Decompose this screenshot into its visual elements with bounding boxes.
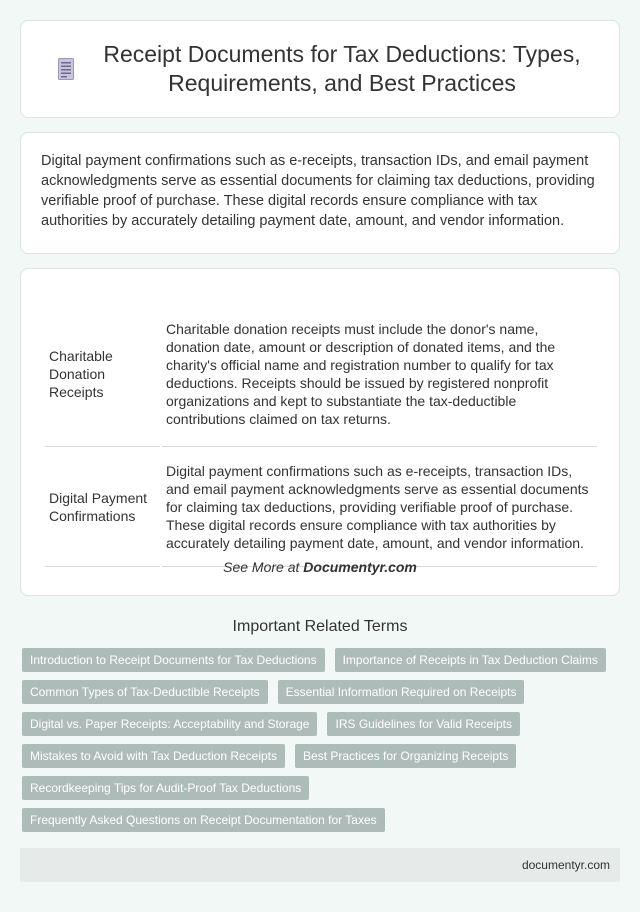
related-term-tag[interactable]: Best Practices for Organizing Receipts [295,744,516,768]
page-title: Receipt Documents for Tax Deductions: Types, Requirements, and Best Practices [103,41,581,96]
related-term-tag[interactable]: Importance of Receipts in Tax Deduction Claims [335,648,606,672]
related-term-tag[interactable]: Introduction to Receipt Documents for Tax Deductions [22,648,325,672]
intro-text: Digital payment confirmations such as e-receipts, transaction IDs, and email payment acknowledgments serve as essential documents for claiming tax deductions, providing verifiable proof of purchase. These digital records ensure compliance with tax authorities by accurately detailing payment date, amount, and vendor information. [41,153,595,229]
description-cell: Charitable donation receipts must include the donor's name, donation date, amount or description of donated items, and the charity's official name and registration number to qualify for tax deductions. Receipts should be issued by registered nonprofit organizations and kept to substantiate the tax-deductible contributions claimed on tax returns. [162,301,597,447]
see-more-site: Documentyr.com [303,559,417,575]
related-term-tag[interactable]: Digital vs. Paper Receipts: Acceptability and Storage [22,712,317,736]
related-terms-list [22,648,622,840]
footer-site[interactable]: documentyr.com [521,858,610,872]
intro-card [20,132,620,254]
related-term-tag[interactable]: IRS Guidelines for Valid Receipts [327,712,520,736]
header-card [20,20,620,118]
see-more-link[interactable] [21,559,619,575]
term-cell: Digital Payment Confirmations [45,447,160,567]
related-term-tag[interactable]: Essential Information Required on Receipts [278,680,525,704]
related-term-tag[interactable]: Frequently Asked Questions on Receipt Documentation for Taxes [22,808,385,832]
related-terms-heading: Important Related Terms [232,618,408,635]
related-term-tag[interactable]: Common Types of Tax-Deductible Receipts [22,680,268,704]
related-term-tag[interactable]: Mistakes to Avoid with Tax Deduction Receipts [22,744,285,768]
table-card [20,268,620,596]
description-cell: Digital payment confirmations such as e-receipts, transaction IDs, and email payment acknowledgments serve as essential documents for claiming tax deductions, providing verifiable proof of purchase. These digital records ensure compliance with tax authorities by accurately detailing payment date, amount, and vendor information. [162,447,597,567]
table-row [45,447,597,567]
footer [20,848,620,882]
related-term-tag[interactable]: Recordkeeping Tips for Audit-Proof Tax Deductions [22,776,309,800]
term-cell: Charitable Donation Receipts [45,301,160,447]
terms-table [43,301,599,567]
table-row [45,301,597,447]
document-icon [58,58,74,80]
see-more-prefix: See More at [223,559,304,575]
